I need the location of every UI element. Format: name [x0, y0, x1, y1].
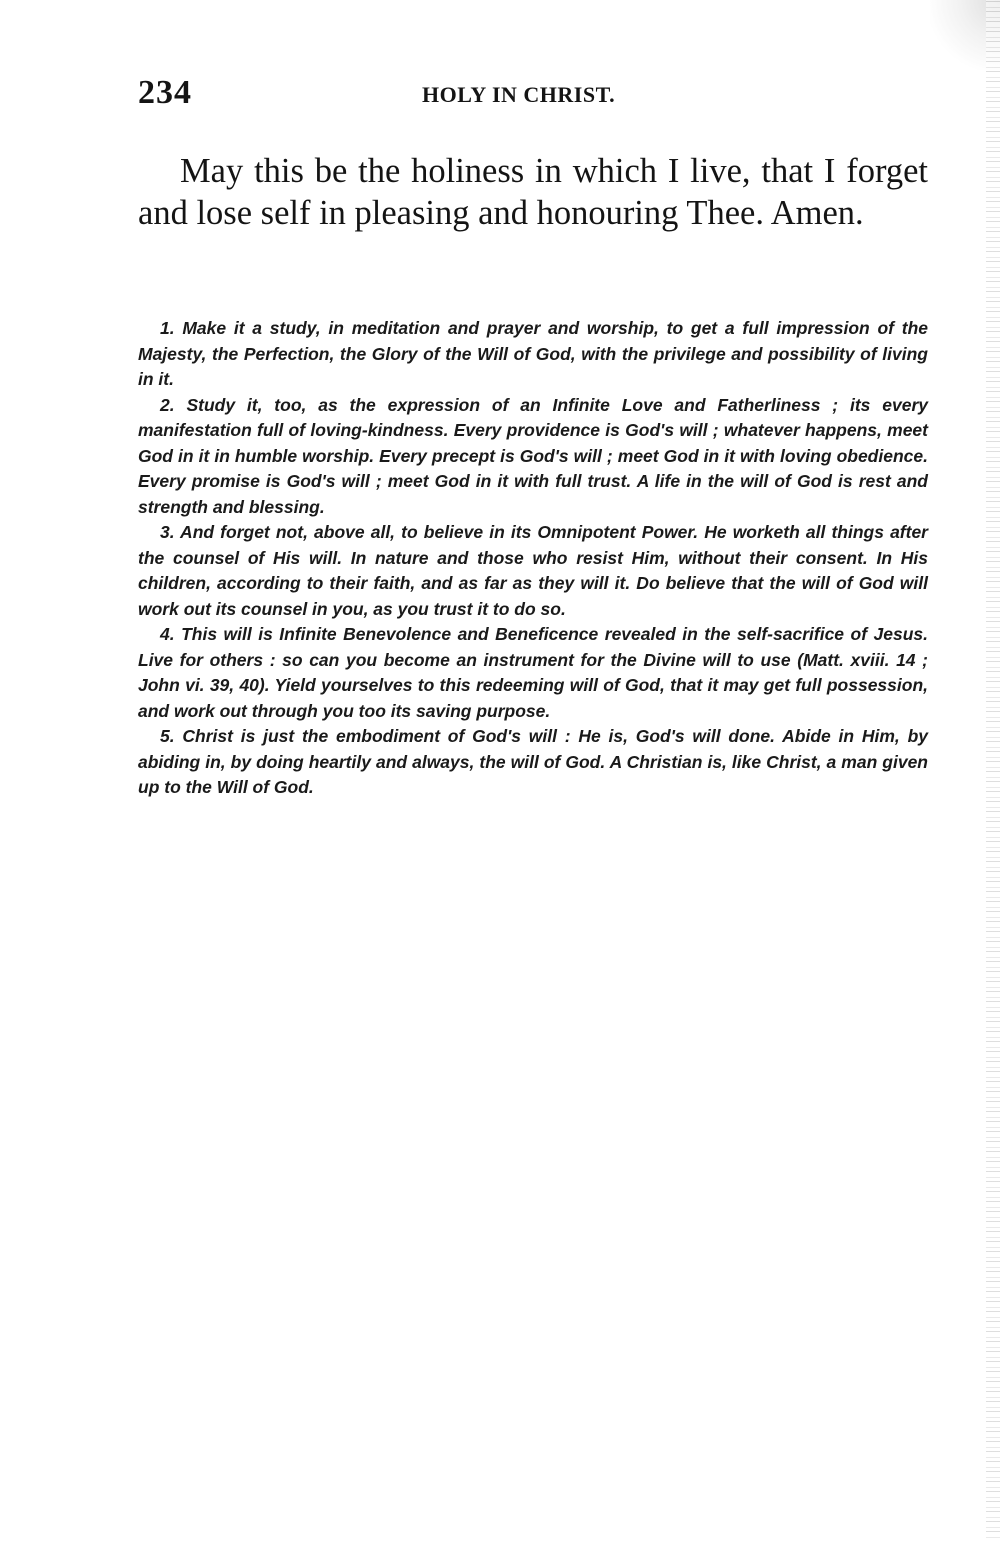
note-item: 2. Study it, too, as the expression of an Infinite Love and Fatherliness ; its every manifestation full of loving-kindness. Every providence is God's will ; whatever happens, meet God in it in humble worship. Every precept is God's will ; meet God in it with loving obedience. Every promise is God's will ; meet God in it with full trust. A life in the will of God is rest and strength and blessing. — [138, 394, 928, 517]
prayer-paragraph: May this be the holiness in which I live, that I forget and lose self in pleasing and honouring Thee. Amen. — [138, 152, 928, 232]
note-item: 1. Make it a study, in meditation and prayer and worship, to get a full impression of the Majesty, the Perfection, the Glory of the Will of God, with the privilege and possibility of living in it. — [138, 318, 928, 389]
running-head — [138, 74, 928, 114]
scan-edge-texture — [986, 0, 1000, 1541]
page-number: 234 — [138, 74, 192, 111]
note-item: 3. And forget not, above all, to believe in its Omnipotent Power. He worketh all things after the counsel of His will. In nature and those who resist Him, without their consent. In His children, according to their faith, and as far as they will it. Do believe that the will of God will work out its counsel in you, as you trust it to do so. — [138, 522, 928, 619]
notes-list — [138, 316, 928, 801]
note-item: 4. This will is Infinite Benevolence and Beneficence revealed in the self-sacrifice of Jesus. Live for others : so can you become an instrument for the Divine will to use (Matt. xviii. 14 ; John vi. 39, 40). Yield yourselves to this redeeming will of God, that it may get full possession, and work out through you too its saving purpose. — [138, 624, 928, 721]
running-title: HOLY IN CHRIST. — [422, 82, 616, 107]
note-item: 5. Christ is just the embodiment of God's will : He is, God's will done. Abide in Him, by abiding in, by doing heartily and always, the will of God. A Christian is, like Christ, a man given up to the Will of God. — [138, 726, 928, 797]
